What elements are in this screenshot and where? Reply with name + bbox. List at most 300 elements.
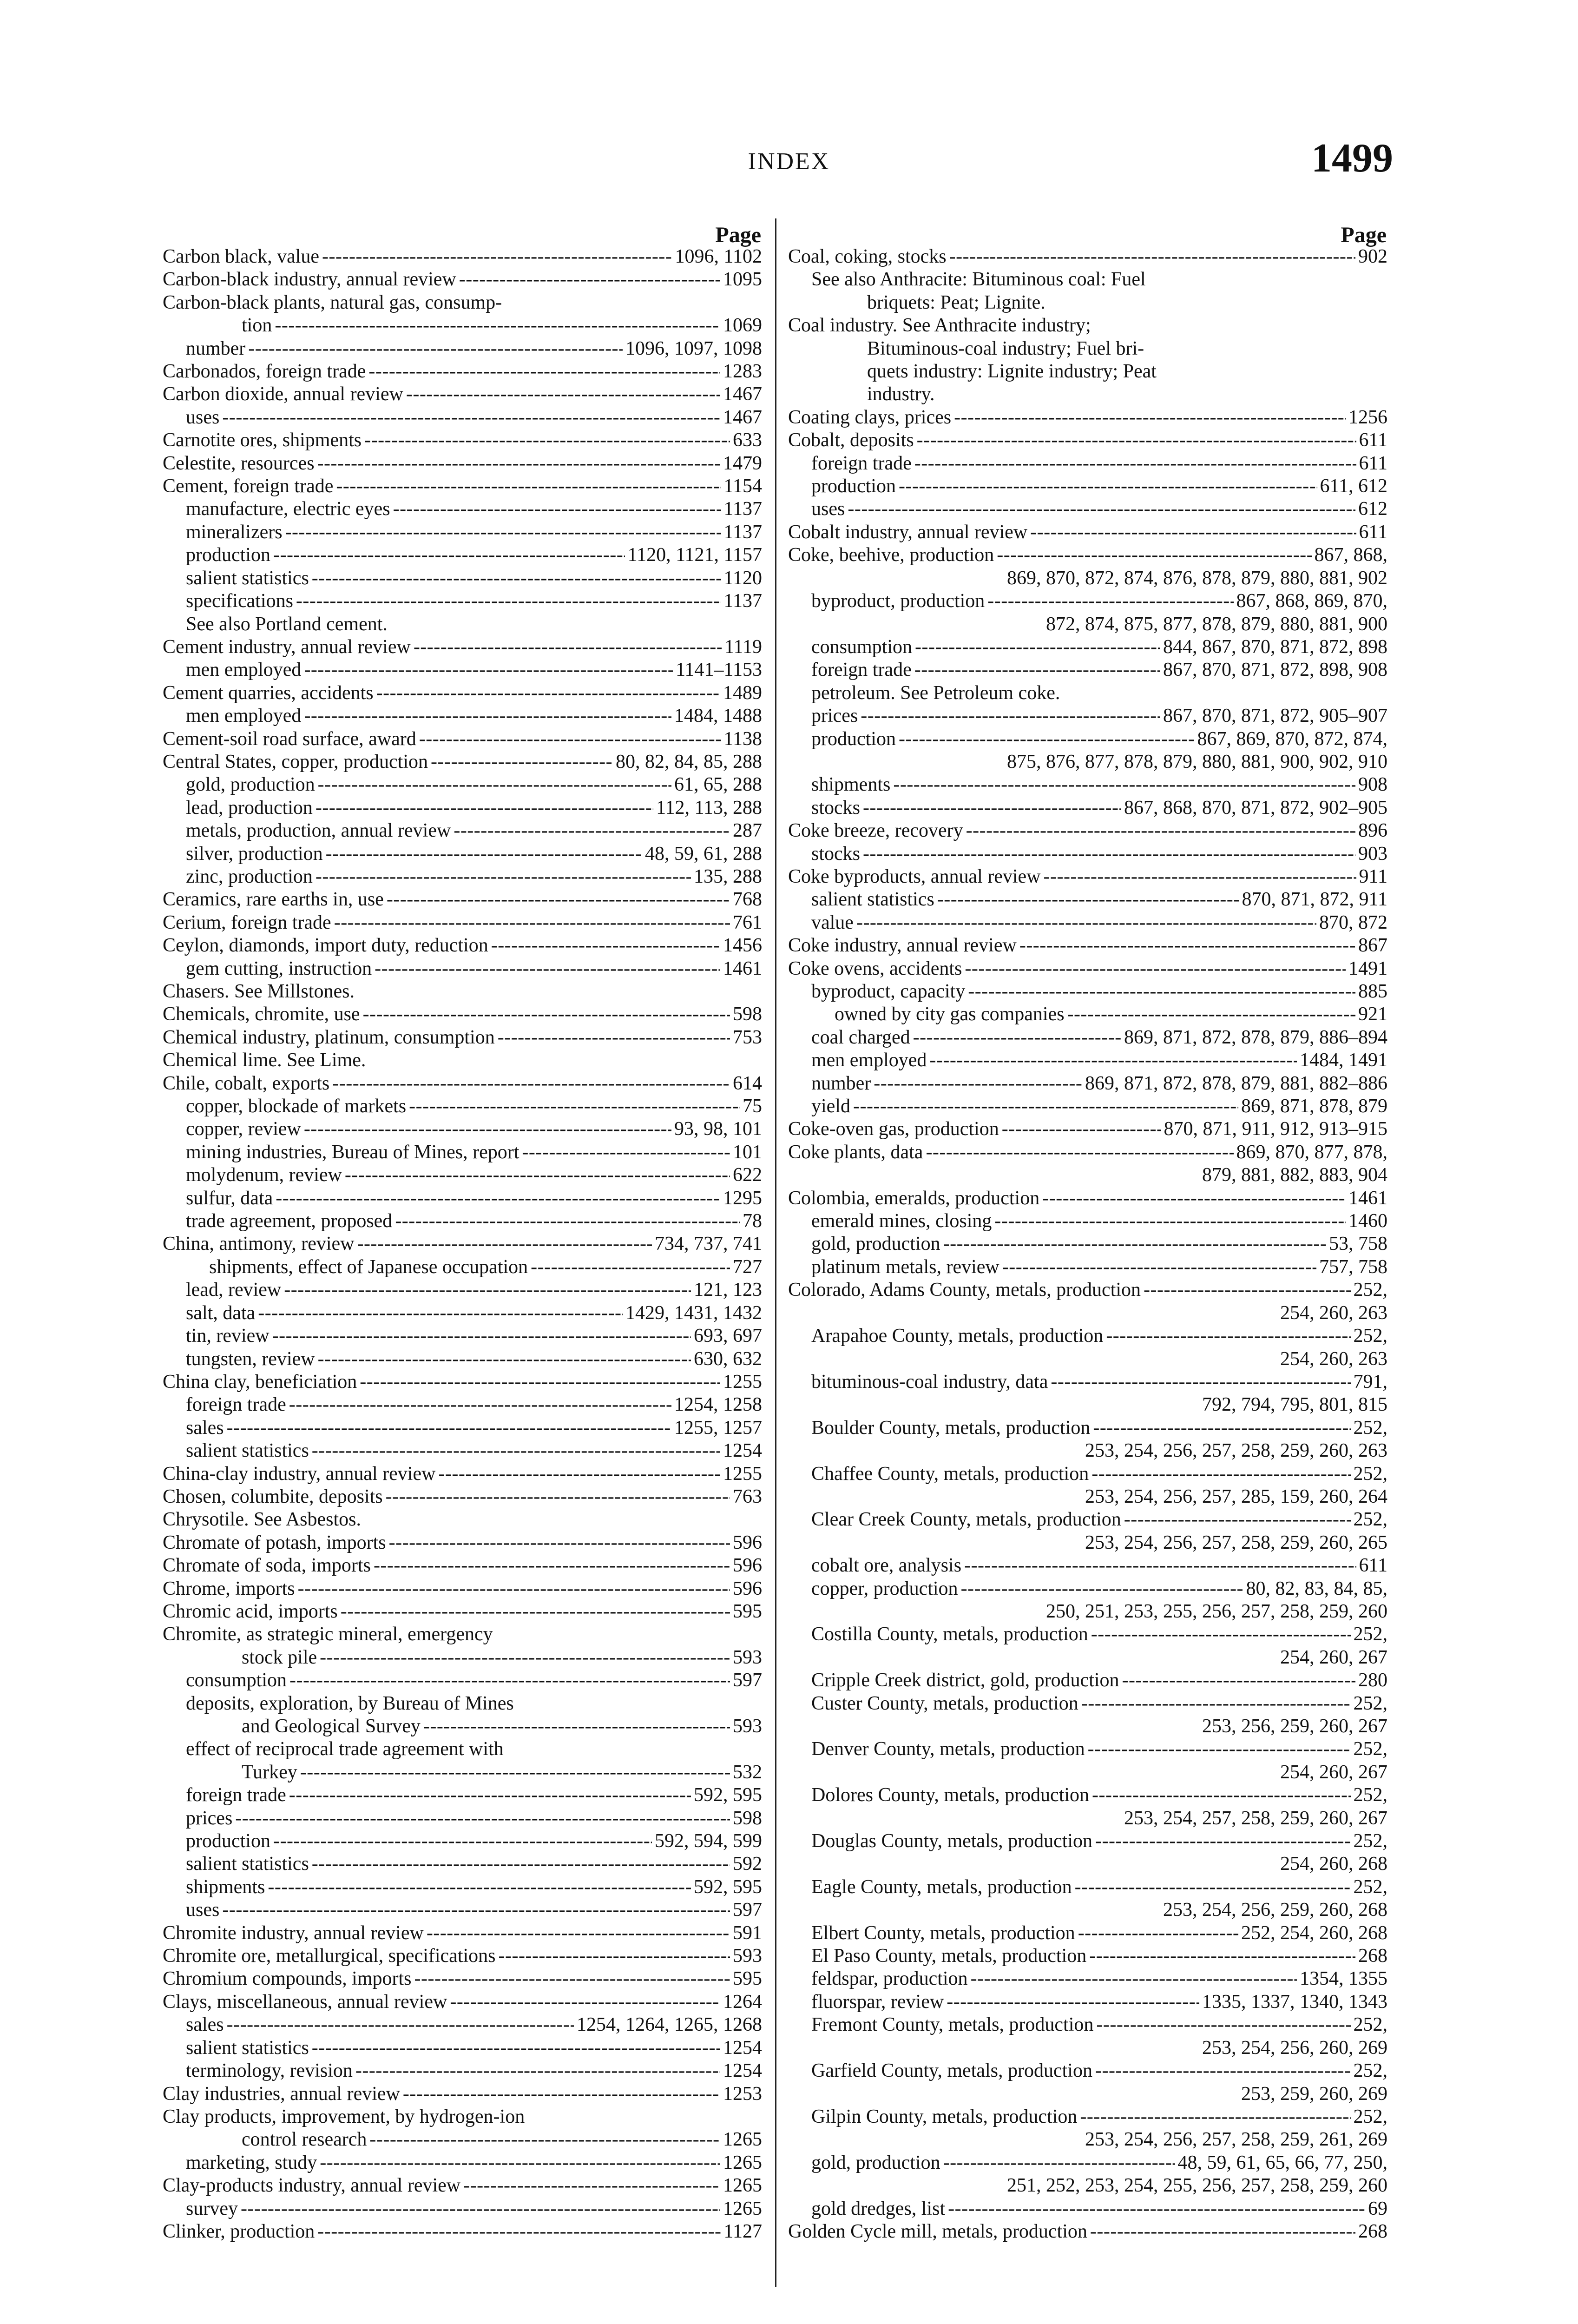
index-entry: [788, 1991, 1387, 2014]
leader-dots: [304, 659, 673, 681]
entry-label: salient statistics: [186, 1440, 309, 1462]
index-entry: [788, 659, 1387, 681]
entry-pages: 252,: [1353, 1279, 1387, 1301]
index-entry-continuation: 869, 870, 872, 874, 876, 878, 879, 880, 881, 902: [1007, 567, 1387, 589]
entry-label: uses: [186, 1899, 220, 1921]
entry-label: gem cutting, instruction: [186, 957, 372, 979]
leader-dots: [949, 245, 1355, 268]
index-entry-continuation: 792, 794, 795, 801, 815: [1202, 1394, 1387, 1416]
index-entry: [788, 521, 1387, 544]
entry-pages: 1254, 1258: [674, 1394, 762, 1416]
index-entry: [788, 773, 1387, 796]
entry-pages: 75: [743, 1096, 762, 1117]
entry-label: molydenum, review: [186, 1164, 342, 1186]
entry-pages: 252,: [1353, 2060, 1387, 2082]
index-entry: [788, 728, 1387, 751]
entry-label: Clear Creek County, metals, production: [811, 1509, 1121, 1531]
entry-label: shipments: [811, 774, 891, 796]
index-entry: [788, 2014, 1387, 2036]
entry-label: salient statistics: [811, 889, 934, 911]
entry-label: byproduct, production: [811, 590, 985, 612]
leader-dots: [369, 2128, 720, 2151]
leader-dots: [491, 934, 720, 957]
index-entry: [788, 452, 1387, 475]
entry-pages: 252,: [1353, 1624, 1387, 1645]
index-entry: [163, 1095, 762, 1118]
index-entry: [163, 751, 762, 773]
index-entry: [788, 406, 1387, 429]
entry-label: Colombia, emeralds, production: [788, 1187, 1040, 1209]
leader-dots: [312, 1439, 720, 1462]
entry-pages: 598: [733, 1004, 762, 1025]
leader-dots: [419, 728, 721, 751]
index-entry: [788, 544, 1387, 567]
index-entry-continuation: 254, 260, 267: [1280, 1761, 1387, 1783]
index-entry: [788, 1463, 1387, 1486]
leader-dots: [312, 2037, 720, 2060]
entry-pages: 1265: [723, 2129, 762, 2151]
entry-label: Coke plants, data: [788, 1141, 923, 1163]
leader-dots: [258, 1302, 623, 1325]
entry-pages: 592, 595: [694, 1784, 762, 1806]
leader-dots: [227, 1417, 671, 1439]
leader-dots: [304, 1118, 671, 1141]
index-entry: [163, 2014, 762, 2036]
leader-dots: [355, 2060, 720, 2082]
leader-dots: [289, 1393, 671, 1416]
entry-label: Garfield County, metals, production: [811, 2060, 1092, 2082]
entry-pages: 611: [1359, 452, 1387, 474]
leader-dots: [915, 636, 1160, 659]
index-entry-continuation: 253, 259, 260, 269: [1241, 2083, 1387, 2105]
entry-pages: 252,: [1353, 1876, 1387, 1898]
index-entry: [163, 1554, 762, 1577]
leader-dots: [423, 1715, 730, 1738]
index-entry: [788, 1967, 1387, 1990]
leader-dots: [1002, 1256, 1316, 1279]
entry-label: Carbon-black industry, annual review: [163, 269, 456, 290]
leader-dots: [926, 1141, 1233, 1164]
leader-dots: [438, 1463, 720, 1486]
index-entry: [163, 1899, 762, 1921]
index-entry: [163, 1371, 762, 1393]
entry-label: number: [811, 1072, 871, 1094]
leader-dots: [1106, 1325, 1350, 1347]
index-entry: [163, 245, 762, 268]
entry-label: Chemical industry, platinum, consumption: [163, 1026, 495, 1048]
entry-pages: 1069: [723, 315, 762, 337]
entry-label: Cement quarries, accidents: [163, 682, 374, 704]
entry-label: men employed: [186, 705, 302, 727]
leader-dots: [284, 1279, 691, 1301]
leader-dots: [463, 2174, 720, 2197]
entry-pages: 1467: [723, 406, 762, 428]
entry-pages: 48, 59, 61, 288: [645, 843, 762, 865]
entry-label: Cement-soil road surface, award: [163, 728, 416, 750]
entry-label: Chromate of potash, imports: [163, 1532, 386, 1553]
leader-dots: [1092, 1784, 1350, 1807]
entry-label: prices: [186, 1807, 233, 1829]
entry-label: coal charged: [811, 1026, 910, 1048]
entry-pages: 1491: [1348, 957, 1387, 979]
entry-label: Turkey: [242, 1761, 297, 1783]
leader-dots: [914, 659, 1160, 681]
entry-pages: 1096, 1102: [675, 246, 762, 267]
index-entry: [163, 1003, 762, 1026]
entry-pages: 252,: [1353, 1417, 1387, 1439]
index-entry: [163, 636, 762, 659]
leader-dots: [304, 705, 671, 727]
leader-dots: [961, 1578, 1243, 1600]
entry-pages: 908: [1358, 774, 1387, 796]
entry-label: stock pile: [242, 1646, 317, 1668]
index-entry: [163, 1118, 762, 1141]
leader-dots: [1095, 2060, 1351, 2082]
entry-pages: 593: [733, 1716, 762, 1737]
entry-label: Coke industry, annual review: [788, 935, 1017, 957]
index-entry: [788, 1922, 1387, 1945]
index-entry: [163, 337, 762, 360]
index-entry: [163, 1141, 762, 1164]
entry-label: Carbon-black plants, natural gas, consump-: [163, 291, 502, 313]
entry-pages: 252,: [1353, 1784, 1387, 1806]
entry-label: Douglas County, metals, production: [811, 1830, 1093, 1852]
index-entry: [163, 728, 762, 751]
entry-label: silver, production: [186, 843, 323, 865]
leader-dots: [298, 1578, 730, 1600]
entry-label: industry.: [867, 383, 935, 405]
entry-pages: 1265: [723, 2175, 762, 2197]
entry-label: foreign trade: [186, 1784, 286, 1806]
entry-pages: 1119: [724, 636, 762, 658]
index-entry: [788, 360, 1387, 383]
entry-label: Coating clays, prices: [788, 406, 952, 428]
leader-dots: [406, 383, 720, 406]
entry-label: Clays, miscellaneous, annual review: [163, 1991, 447, 2013]
leader-dots: [312, 1853, 730, 1875]
index-entry: [163, 2037, 762, 2060]
index-entry: [163, 2083, 762, 2106]
leader-dots: [943, 2152, 1175, 2174]
index-entry: [788, 1256, 1387, 1279]
page-column-label: Page: [715, 223, 761, 247]
leader-dots: [1078, 1922, 1238, 1945]
entry-pages: 761: [733, 911, 762, 933]
entry-pages: 598: [733, 1807, 762, 1829]
entry-label: Coke ovens, accidents: [788, 957, 962, 979]
leader-dots: [296, 590, 721, 613]
entry-pages: 869, 870, 877, 878,: [1236, 1141, 1387, 1163]
index-entry: [163, 911, 762, 934]
entry-pages: 268: [1358, 1945, 1387, 1967]
leader-dots: [222, 406, 720, 429]
index-entry: [788, 291, 1387, 314]
entry-pages: 763: [733, 1486, 762, 1507]
leader-dots: [1080, 2106, 1350, 2128]
entry-label: Denver County, metals, production: [811, 1738, 1085, 1760]
entry-label: lead, review: [186, 1279, 282, 1301]
entry-pages: 867, 870, 871, 872, 905–907: [1163, 705, 1387, 727]
index-column-right: [788, 222, 1387, 2243]
running-head-title: INDEX: [748, 148, 830, 175]
entry-label: quets industry: Lignite industry; Peat: [867, 361, 1157, 383]
leader-dots: [300, 1761, 730, 1784]
index-entry: [163, 1807, 762, 1830]
index-entry: [163, 2220, 762, 2243]
index-entry: [788, 1623, 1387, 1646]
leader-dots: [386, 1486, 730, 1508]
entry-label: tin, review: [186, 1325, 270, 1347]
index-entry: [163, 797, 762, 819]
index-entry: [163, 1393, 762, 1416]
index-entry: [788, 1233, 1387, 1255]
entry-label: deposits, exploration, by Bureau of Mines: [186, 1692, 514, 1714]
entry-label: manufacture, electric eyes: [186, 498, 390, 520]
leader-dots: [222, 1899, 730, 1921]
leader-dots: [964, 1554, 1356, 1577]
entry-pages: 867: [1358, 935, 1387, 957]
entry-pages: 101: [733, 1141, 762, 1163]
leader-dots: [374, 1554, 730, 1577]
entry-pages: 1354, 1355: [1300, 1968, 1387, 1990]
entry-pages: 93, 98, 101: [674, 1118, 762, 1140]
entry-pages: 48, 59, 61, 65, 66, 77, 250,: [1177, 2152, 1387, 2173]
entry-label: sulfur, data: [186, 1187, 273, 1209]
entry-pages: 532: [733, 1761, 762, 1783]
entry-pages: 921: [1358, 1004, 1387, 1025]
entry-pages: 727: [733, 1256, 762, 1278]
leader-dots: [322, 245, 672, 268]
leader-dots: [289, 1669, 730, 1692]
leader-dots: [326, 843, 642, 865]
entry-label: platinum metals, review: [811, 1256, 999, 1278]
leader-dots: [943, 1233, 1326, 1255]
entry-pages: 622: [733, 1164, 762, 1186]
entry-pages: 596: [733, 1532, 762, 1553]
entry-pages: 1460: [1348, 1210, 1387, 1232]
entry-label: tion: [242, 315, 272, 337]
entry-pages: 1489: [723, 682, 762, 704]
entry-label: emerald mines, closing: [811, 1210, 992, 1232]
entry-label: fluorspar, review: [811, 1991, 944, 2013]
leader-dots: [360, 1371, 720, 1393]
index-entry: [788, 1554, 1387, 1577]
entry-pages: 1461: [1348, 1187, 1387, 1209]
entry-pages: 734, 737, 741: [655, 1233, 762, 1255]
leader-dots: [1081, 1692, 1351, 1715]
entry-label: foreign trade: [811, 659, 912, 681]
index-entry: [163, 957, 762, 980]
index-entry: [163, 1348, 762, 1371]
page-column-label: Page: [1341, 223, 1387, 247]
entry-pages: 1484, 1488: [674, 705, 762, 727]
index-entry: [163, 980, 762, 1003]
leader-dots: [318, 1348, 691, 1371]
index-entry: [788, 2152, 1387, 2174]
leader-dots: [317, 2220, 721, 2243]
entry-label: salient statistics: [186, 567, 309, 589]
entry-pages: 252,: [1353, 1692, 1387, 1714]
index-entry: [788, 498, 1387, 521]
entry-label: lead, production: [186, 797, 313, 819]
entry-label: prices: [811, 705, 858, 727]
entry-label: Chromate of soda, imports: [163, 1555, 371, 1577]
entry-label: Carbon black, value: [163, 246, 320, 267]
index-entry: [788, 268, 1387, 291]
index-entry: [163, 544, 762, 567]
index-entry: [163, 888, 762, 911]
leader-dots: [1088, 1738, 1351, 1761]
entry-label: Arapahoe County, metals, production: [811, 1325, 1104, 1347]
entry-label: Carbonados, foreign trade: [163, 361, 366, 383]
entry-label: Central States, copper, production: [163, 751, 428, 772]
leader-dots: [275, 314, 720, 337]
entry-label: Cement, foreign trade: [163, 475, 334, 497]
index-entry: [788, 957, 1387, 980]
index-entry: [163, 268, 762, 291]
entry-pages: 596: [733, 1555, 762, 1577]
entry-pages: 597: [733, 1670, 762, 1691]
entry-pages: 1138: [723, 728, 762, 750]
index-entry: [788, 1095, 1387, 1118]
entry-pages: 252,: [1353, 2106, 1387, 2127]
entry-pages: 1127: [723, 2220, 762, 2242]
leader-dots: [320, 1646, 730, 1669]
index-entry-continuation: 254, 260, 268: [1280, 1853, 1387, 1875]
leader-dots: [414, 636, 722, 659]
leader-dots: [1095, 1830, 1350, 1853]
index-entry: [788, 1417, 1387, 1439]
entry-label: Clay industries, annual review: [163, 2083, 400, 2105]
leader-dots: [1122, 1669, 1355, 1692]
leader-dots: [227, 2014, 574, 2036]
leader-dots: [848, 498, 1355, 521]
entry-label: stocks: [811, 797, 860, 819]
entry-label: production: [186, 544, 270, 566]
entry-pages: 1254: [723, 1440, 762, 1462]
index-entry: [163, 2060, 762, 2082]
leader-dots: [917, 429, 1356, 452]
entry-label: uses: [811, 498, 845, 520]
index-entry: [788, 1578, 1387, 1600]
leader-dots: [273, 544, 625, 567]
index-entry: [163, 1164, 762, 1187]
index-entry-continuation: 251, 252, 253, 254, 255, 256, 257, 258, 259, 260: [1007, 2175, 1387, 2197]
entry-pages: 1265: [723, 2198, 762, 2219]
index-entry: [163, 1508, 762, 1531]
entry-pages: 611, 612: [1320, 475, 1387, 497]
entry-pages: 1479: [723, 452, 762, 474]
entry-pages: 280: [1358, 1670, 1387, 1691]
entry-label: Gilpin County, metals, production: [811, 2106, 1078, 2127]
page-number: 1499: [1311, 136, 1393, 181]
leader-dots: [899, 475, 1317, 498]
leader-dots: [1051, 1371, 1350, 1393]
entry-pages: 1429, 1431, 1432: [625, 1302, 762, 1324]
leader-dots: [971, 1967, 1297, 1990]
leader-dots: [285, 521, 721, 544]
entry-pages: 80, 82, 83, 84, 85,: [1246, 1578, 1387, 1599]
index-entry: [163, 2106, 762, 2128]
entry-pages: 593: [733, 1646, 762, 1668]
entry-pages: 69: [1368, 2198, 1387, 2219]
leader-dots: [1030, 521, 1356, 544]
entry-label: China-clay industry, annual review: [163, 1463, 436, 1485]
index-entry: [163, 843, 762, 865]
entry-label: copper, production: [811, 1578, 958, 1599]
entry-pages: 1254: [723, 2060, 762, 2082]
leader-dots: [431, 751, 613, 773]
index-entry: [788, 888, 1387, 911]
entry-label: foreign trade: [811, 452, 912, 474]
entry-pages: 867, 868, 869, 870,: [1236, 590, 1387, 612]
entry-label: Chromium compounds, imports: [163, 1968, 412, 1990]
entry-label: Chemicals, chromite, use: [163, 1004, 360, 1025]
entry-pages: 1255: [723, 1463, 762, 1485]
entry-pages: 252,: [1353, 1509, 1387, 1531]
entry-pages: 903: [1358, 843, 1387, 865]
entry-pages: 593: [733, 1945, 762, 1967]
entry-label: copper, review: [186, 1118, 301, 1140]
entry-pages: 1335, 1337, 1340, 1343: [1202, 1991, 1387, 2013]
entry-pages: 867, 869, 870, 872, 874,: [1197, 728, 1387, 750]
index-entry: [788, 1003, 1387, 1026]
entry-label: feldspar, production: [811, 1968, 968, 1990]
entry-label: consumption: [811, 636, 912, 658]
leader-dots: [450, 1991, 720, 2014]
index-entry: [788, 383, 1387, 406]
entry-pages: 1255: [723, 1371, 762, 1393]
leader-dots: [316, 865, 691, 888]
leader-dots: [248, 337, 623, 360]
entry-label: salt, data: [186, 1302, 256, 1324]
index-entry: [163, 1967, 762, 1990]
entry-label: gold, production: [186, 774, 315, 796]
leader-dots: [1124, 1508, 1351, 1531]
entry-pages: 1154: [723, 475, 762, 497]
leader-dots: [427, 1922, 730, 1945]
leader-dots: [1067, 1003, 1355, 1026]
leader-dots: [987, 590, 1233, 613]
entry-label: Cripple Creek district, gold, production: [811, 1670, 1119, 1691]
leader-dots: [273, 1830, 652, 1853]
entry-label: Chromite ore, metallurgical, specifications: [163, 1945, 496, 1967]
entry-pages: 896: [1358, 820, 1387, 842]
index-entry: [163, 1853, 762, 1875]
index-entry: [163, 1532, 762, 1554]
entry-label: Bituminous-coal industry; Fuel bri-: [867, 337, 1144, 359]
entry-label: Elbert County, metals, production: [811, 1922, 1075, 1944]
entry-label: stocks: [811, 843, 860, 865]
entry-label: production: [186, 1830, 270, 1852]
entry-pages: 885: [1358, 981, 1387, 1002]
entry-label: gold dredges, list: [811, 2198, 946, 2219]
index-entry: [163, 1417, 762, 1439]
index-entry: [163, 1279, 762, 1301]
index-entry-continuation: 250, 251, 253, 255, 256, 257, 258, 259, 260: [1046, 1600, 1387, 1622]
entry-pages: 1283: [723, 361, 762, 383]
entry-label: shipments: [186, 1876, 265, 1898]
entry-label: Coal industry. See Anthracite industry;: [788, 315, 1091, 337]
leader-dots: [241, 2198, 720, 2220]
leader-dots: [968, 980, 1355, 1003]
leader-dots: [403, 2083, 720, 2106]
entry-label: terminology, revision: [186, 2060, 353, 2082]
entry-label: men employed: [811, 1050, 927, 1071]
entry-label: See also Anthracite: Bituminous coal: Fuel: [811, 269, 1146, 290]
index-entry: [788, 2060, 1387, 2082]
index-entry: [163, 429, 762, 452]
